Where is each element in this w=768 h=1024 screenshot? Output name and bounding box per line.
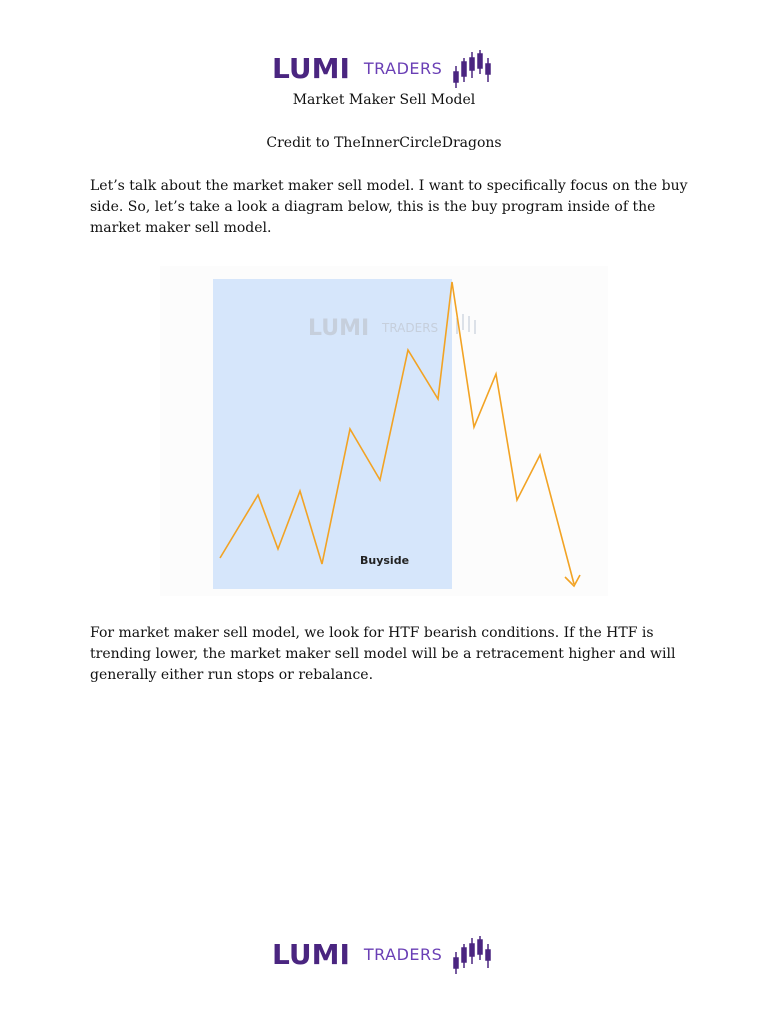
diagram-watermark-sub: TRADERS	[382, 321, 439, 335]
footer-logo	[272, 934, 492, 974]
header-logo	[272, 48, 492, 88]
conditions-paragraph: For market maker sell model, we look for HTF bearish conditions. If the HTF is trending lower, the market maker sell model will be a retracement higher and will generally either run stops or rebalance.	[90, 625, 676, 683]
diagram-watermark-word: LUMI	[308, 316, 370, 341]
market-maker-diagram	[160, 266, 608, 596]
intro-paragraph: Let’s talk about the market maker sell model. I want to specifically focus on the buy side. So, let’s take a look a diagram below, this is the buy program inside of the market maker sell model.	[90, 178, 688, 236]
logo-subtitle: TRADERS	[363, 944, 443, 964]
logo-wordmark: LUMI	[272, 937, 350, 971]
candlestick-logo-icon	[452, 934, 492, 974]
buyside-label: Buyside	[360, 554, 410, 567]
candlestick-logo-icon	[452, 48, 492, 88]
page-title: Market Maker Sell Model	[292, 92, 476, 108]
credit-line: Credit to TheInnerCircleDragons	[266, 135, 502, 151]
logo-subtitle: TRADERS	[363, 58, 443, 78]
logo-wordmark: LUMI	[272, 51, 350, 85]
